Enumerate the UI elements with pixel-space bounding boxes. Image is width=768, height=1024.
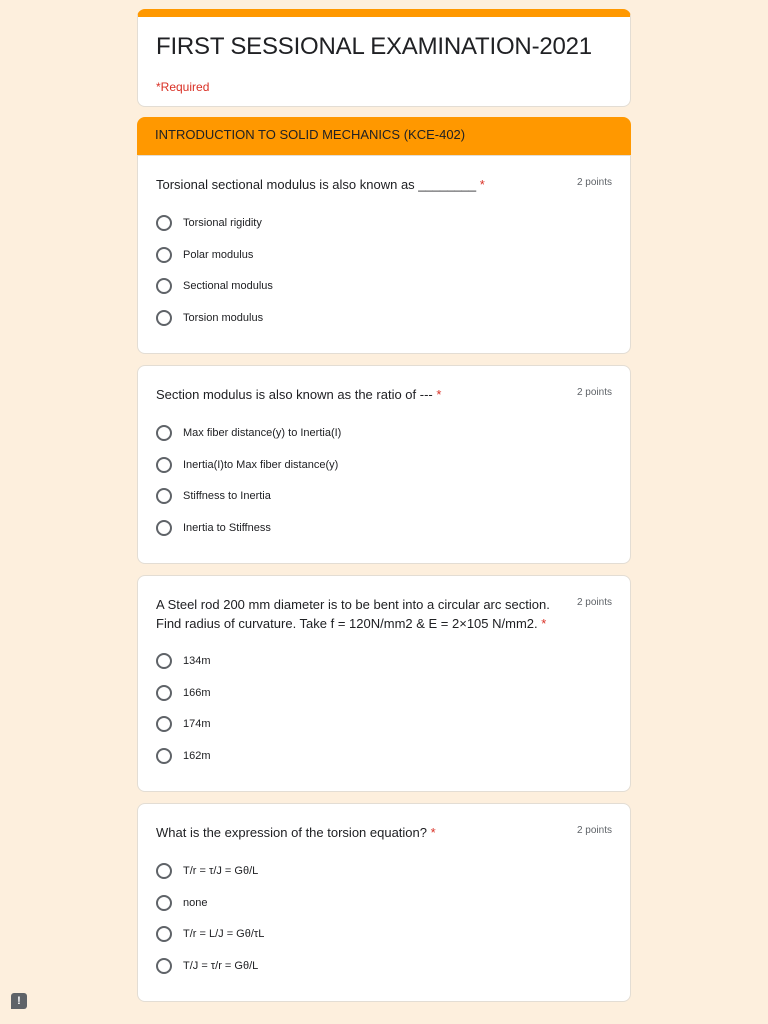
required-mark: * xyxy=(430,825,436,840)
radio-option[interactable] xyxy=(156,683,211,703)
radio-option[interactable] xyxy=(156,423,341,443)
section-header: INTRODUCTION TO SOLID MECHANICS (KCE-402) xyxy=(137,117,631,155)
option-label: Inertia to Stiffness xyxy=(183,522,271,534)
radio-button[interactable] xyxy=(156,895,172,911)
radio-button[interactable] xyxy=(156,215,172,231)
radio-option[interactable] xyxy=(156,213,262,233)
required-mark: * xyxy=(436,387,442,402)
option-label: Sectional modulus xyxy=(183,280,273,292)
option-label: 174m xyxy=(183,718,211,730)
question-card-1 xyxy=(137,155,631,354)
radio-option[interactable] xyxy=(156,651,211,671)
question-label: Torsional sectional modulus is also known as ________ xyxy=(156,177,477,192)
radio-option[interactable] xyxy=(156,956,258,976)
question-card-2 xyxy=(137,365,631,564)
required-mark: * xyxy=(541,616,547,631)
question-text xyxy=(156,595,568,633)
radio-button[interactable] xyxy=(156,716,172,732)
radio-button[interactable] xyxy=(156,425,172,441)
question-points: 2 points xyxy=(576,825,612,836)
radio-option[interactable] xyxy=(156,245,253,265)
radio-option[interactable] xyxy=(156,746,211,766)
option-label: Polar modulus xyxy=(183,249,254,261)
question-text xyxy=(156,823,568,842)
option-label: Max fiber distance(y) to Inertia(I) xyxy=(183,427,342,439)
radio-option[interactable] xyxy=(156,486,271,506)
option-label: 134m xyxy=(183,655,211,667)
required-note: *Required xyxy=(156,80,210,94)
question-label: What is the expression of the torsion equation? xyxy=(156,825,427,840)
radio-button[interactable] xyxy=(156,748,172,764)
radio-option[interactable] xyxy=(156,276,273,296)
radio-button[interactable] xyxy=(156,310,172,326)
radio-button[interactable] xyxy=(156,926,172,942)
required-mark: * xyxy=(479,177,485,192)
radio-button[interactable] xyxy=(156,685,172,701)
option-label: T/r = L/J = Gθ/τL xyxy=(183,928,265,940)
option-label: Inertia(I)to Max fiber distance(y) xyxy=(183,459,339,471)
radio-button[interactable] xyxy=(156,958,172,974)
option-label: Torsional rigidity xyxy=(183,217,262,229)
option-label: Stiffness to Inertia xyxy=(183,490,271,502)
radio-button[interactable] xyxy=(156,457,172,473)
radio-button[interactable] xyxy=(156,653,172,669)
question-text xyxy=(156,175,568,194)
radio-button[interactable] xyxy=(156,488,172,504)
radio-option[interactable] xyxy=(156,861,258,881)
question-text xyxy=(156,385,568,404)
question-card-4 xyxy=(137,803,631,1002)
option-label: none xyxy=(183,897,208,909)
option-label: T/J = τ/r = Gθ/L xyxy=(183,960,259,972)
radio-option[interactable] xyxy=(156,924,264,944)
radio-button[interactable] xyxy=(156,278,172,294)
question-points: 2 points xyxy=(576,177,612,188)
question-label: A Steel rod 200 mm diameter is to be bent into a circular arc section. Find radius of curvature. Take f = 120N/mm2 & E = 2×105 N/mm2. xyxy=(156,597,550,631)
option-label: 166m xyxy=(183,687,211,699)
radio-option[interactable] xyxy=(156,893,207,913)
radio-option[interactable] xyxy=(156,455,338,475)
option-label: Torsion modulus xyxy=(183,312,264,324)
form-title: FIRST SESSIONAL EXAMINATION-2021 xyxy=(156,33,592,60)
radio-button[interactable] xyxy=(156,863,172,879)
question-points: 2 points xyxy=(576,387,612,398)
form-header-card xyxy=(137,9,631,107)
question-points: 2 points xyxy=(576,597,612,608)
question-card-3 xyxy=(137,575,631,792)
form-container xyxy=(137,9,631,1002)
option-label: 162m xyxy=(183,750,211,762)
radio-button[interactable] xyxy=(156,247,172,263)
radio-option[interactable] xyxy=(156,308,263,328)
radio-option[interactable] xyxy=(156,518,271,538)
radio-button[interactable] xyxy=(156,520,172,536)
feedback-icon[interactable]: ! xyxy=(11,993,27,1009)
radio-option[interactable] xyxy=(156,714,211,734)
question-label: Section modulus is also known as the ratio of --- xyxy=(156,387,433,402)
option-label: T/r = τ/J = Gθ/L xyxy=(183,865,259,877)
